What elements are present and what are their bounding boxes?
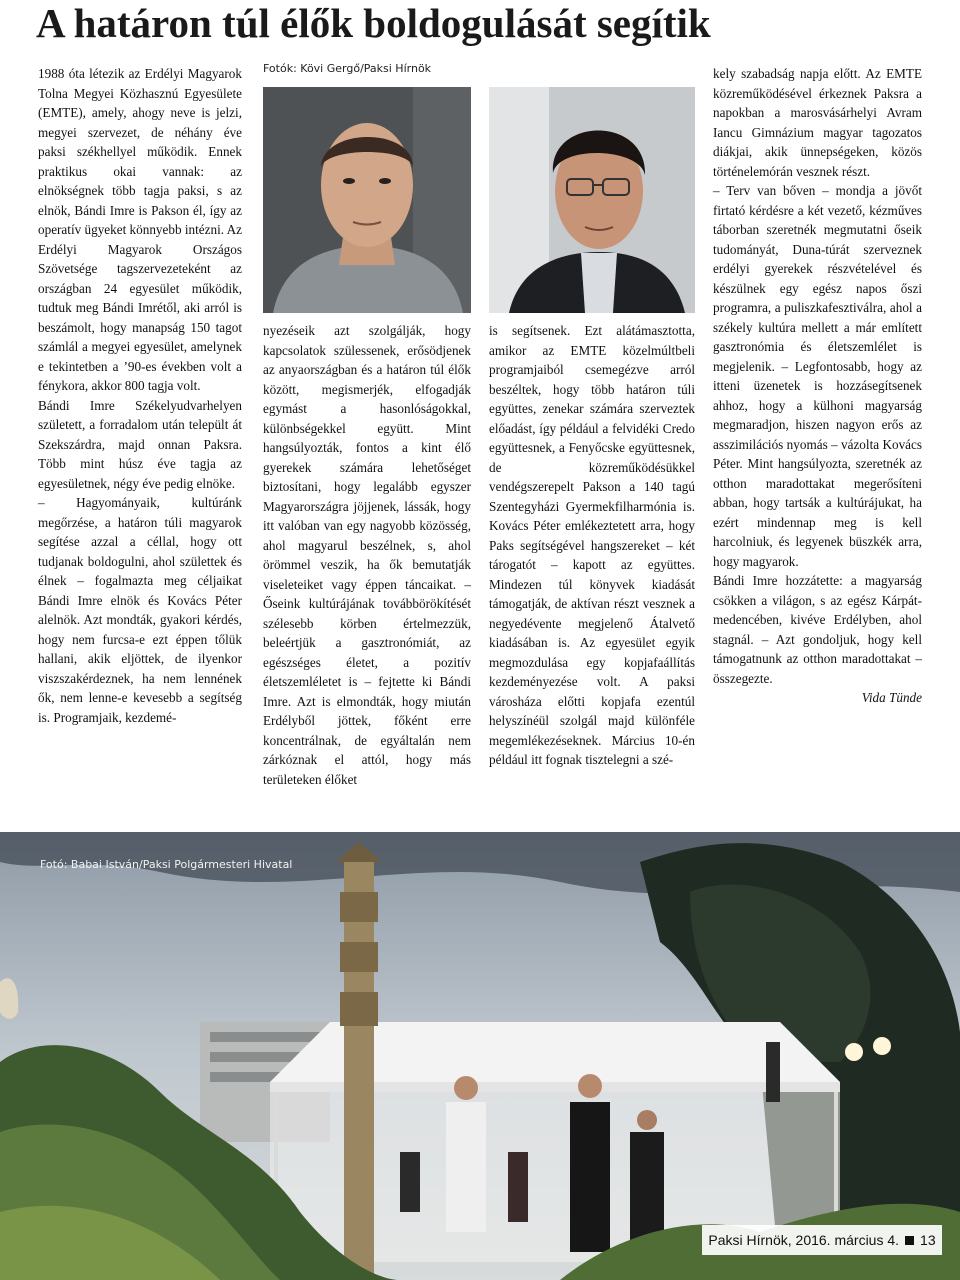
portrait-photo-bandi-imre <box>263 87 471 313</box>
article-column-1 <box>38 64 242 824</box>
author-signature: Vida Tünde <box>861 690 922 705</box>
page-title: A határon túl élők boldogulását segítik <box>36 0 711 46</box>
photo-credit-event: Fotó: Babai István/Paksi Polgármesteri Hivatal <box>40 858 293 871</box>
article-column-3 <box>489 321 695 821</box>
paragraph: kely szabadság napja előtt. Az EMTE közreműködésével érkeznek Paksra a napokban a marosvásárhelyi Avram Iancu Gimnázium magyar tagozatos diákjai, akik ünnepségeken, közös történelemórán vesznek részt. <box>713 66 922 179</box>
paragraph: nyezéseik azt szolgálják, hogy kapcsolatok szülessenek, erősödjenek az anyaországban és a határon túl élők között, megismerjék, elfogadják egymást a hasonlóságokkal, különbségekkel együtt. Mint hangsúlyozták, fontos a kint élő gyerekek számára lehetőséget biztosítani, hogy legalább egyszer Magyarországra jöjjenek, lássák, hogy itt valóban van egy nagyobb közösség, ahol magyarul beszélnek, s, ahol örömmel veszik, ha ők bemutatják viseleteiket vagy éppen táncaikat. – Őseink kultúrájának továbbörökítését szélesebb körben értelmezzük, beleértjük a gasztronómiát, az egészséges életet, a pozitív életszemléletet is – fejtette ki Bándi Imre. Azt is elmondták, hogy miután Erdélyből jöttek, főként erre koncentrálnak, de egyáltalán nem zárkóznak el attól, hogy más területeken élőket <box>263 323 471 787</box>
article-column-2 <box>263 321 471 821</box>
photo-credit-portraits: Fotók: Kövi Gergő/Paksi Hírnök <box>263 62 432 75</box>
paragraph: is segítsenek. Ezt alátámasztotta, amikor az EMTE közelmúltbeli programjaiból csemegézve arról beszéltek, hogy több határon túli együttes, zenekar számára szerveztek előadást, így például a felvidéki Credo együttesnek, a Fenyőcske együttesnek, de közreműködésükkel vendégszerepelt Pakson a 140 tagú Szentegyházi Gyermekfilharmónia is. Kovács Péter emlékeztetett arra, hogy Paks segítségével hangszereket – két tárogatót – kapott az együttes. Mindezen túl könyvek kiadását támogatják, de aktívan részt vesznek a negyedévente megjelenő Átalvető kiadásában is. Az egyesület egyik megmozdulása egy kopjafaállítás kezdeményezése volt. A paksi városháza előtti kopjafa ezentúl helyszínéül szolgál majd különféle megemlékezéseknek. Március 10-én például itt fognak tisztelegni a szé- <box>489 323 695 767</box>
article-column-4 <box>713 64 922 824</box>
paragraph: Bándi Imre hozzátette: a magyarság csökken a világon, s az egész Kárpát-medencében, kivéve Erdélyben, ahol stagnál. – Azt gondoljuk, hogy kell támogatnunk az otthon maradottakat – összegezte. <box>713 573 922 686</box>
paragraph: – Hagyományaik, kultúránk megőrzése, a határon túli magyarok segítése azzal a céllal, hogy ott tudjanak boldogulni, ahol születtek és élnek – fogalmazta meg céljaikat Bándi Imre elnök és Kovács Péter alelnök. Azt mondták, gyakori kérdés, hogy nem furcsa-e ezt éppen tőlük hallani, akik eljöttek, de ilyenkor viszszakérdeznek, ha nem lennének ők, nem lenne-e kevesebb a segítség is. Programjaik, kezdemé- <box>38 495 242 725</box>
paragraph: 1988 óta létezik az Erdélyi Magyarok Tolna Megyei Közhasznú Egyesülete (EMTE), amely, ahogy neve is jelzi, megyei szervezet, de néhány éve paksi székhellyel működik. Ennek praktikus okai vannak: az elnökségnek több tagja paksi, s az elnök, Bándi Imre is Pakson él, így az operatív ügyeket könnyebb intézni. Az Erdélyi Magyarok Országos Szövetsége tagszervezeteként az országban 24 egyesület működik, tudtuk meg Bándi Imrétől, aki arról is beszámolt, hogy manapság 150 tagot számlál a megyei egyesület, amelynek e tekintetben a ’90-es években volt a fénykora, akkor 800 tagja volt. <box>38 66 242 393</box>
page-footer <box>702 1225 942 1255</box>
event-photo-kopjafa-ceremony <box>0 832 960 1280</box>
paragraph: Bándi Imre Székelyudvarhelyen született, a forradalom után települt át Szekszárdra, majd onnan Paksra. Több mint húsz éve tagja az egyesületnek, négy éve pedig elnöke. <box>38 397 242 491</box>
portrait-illustration <box>489 87 695 313</box>
square-bullet-icon <box>905 1236 914 1245</box>
event-photo-illustration <box>0 832 960 1280</box>
publication-date: Paksi Hírnök, 2016. március 4. <box>708 1232 900 1248</box>
page-number: 13 <box>920 1232 936 1248</box>
paragraph: – Terv van bőven – mondja a jövőt firtató kérdésre a két vezető, kézműves táborban szeretnék megmutatni őseik tudományát, Duna-túrát szerveznek erdélyi gyerekek részvételével és készülnek egy egész napos őszi programra, a puliszkafesztiválra, ahol a székely kultúra mellett a már említett gasztronómia és életszemlélet is megjelenik. – Legfontosabb, hogy az itteni üzenetek is hozzásegítsenek ahhoz, hogy a külhoni magyarság megmaradjon, hiszen nagyon erős az asszimilációs nyomás – vázolta Kovács Péter. Mint hangsúlyozta, szeretnék az otthon maradottakat megerősíteni abban, hogy tartsák a kultúrájukat, ha ezért mindennap meg is kell harcolniuk, és legyenek büszkék arra, hogy magyarok. <box>713 183 922 569</box>
portrait-photo-kovacs-peter <box>489 87 695 313</box>
portrait-illustration <box>263 87 471 313</box>
